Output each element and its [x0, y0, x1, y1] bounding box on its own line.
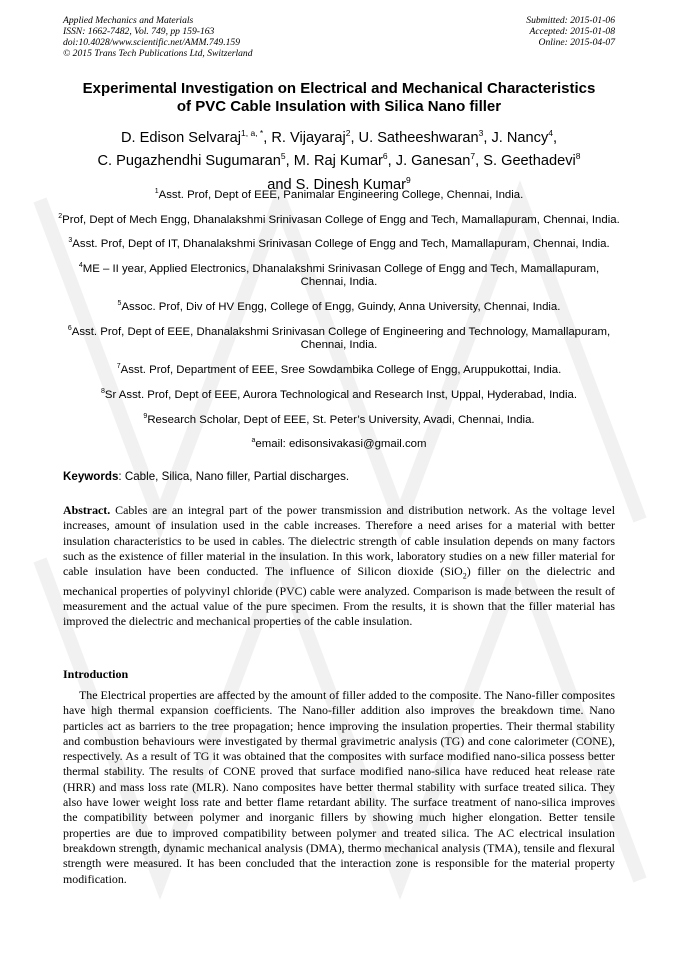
and-word: and: [267, 176, 296, 193]
author-sup: 1, a, *: [241, 128, 264, 138]
author-sup: 6: [382, 151, 388, 162]
affiliation-text: ME – II year, Applied Electronics, Dhanalakshmi Srinivasan College of Engg and Tech, Mamallapuram, Chennai, India.: [82, 262, 600, 289]
author: U. Satheeshwaran: [358, 129, 479, 146]
affiliation-text: Research Scholar, Dept of EEE, St. Peter’s University, Avadi, Chennai, India.: [147, 413, 535, 426]
submitted-date: Submitted: 2015-01-06: [526, 15, 615, 26]
affiliation-text: Asst. Prof, Department of EEE, Sree Sowdambika College of Engg, Aruppukottai, India.: [120, 364, 562, 377]
author-sup: 4: [548, 128, 553, 138]
affiliation: [55, 234, 623, 251]
author: S. Geethadevi: [483, 153, 576, 170]
journal-info: [63, 15, 253, 59]
affiliation: [55, 410, 623, 427]
affiliation-sup: 2: [58, 212, 63, 220]
author-line-1: D. Edison Selvaraj$^{1, a, *}$, R. Vijayaraj$^2$, U. Satheeshwaran$^3$, J. Nancy$^4$,: [120, 128, 558, 146]
paper-title: [40, 80, 638, 116]
affiliation-sup: a: [251, 437, 256, 445]
affiliation-sup: 4: [78, 262, 83, 270]
sep: ,: [350, 129, 359, 146]
sep: ,: [263, 129, 272, 146]
affiliation: [55, 322, 623, 353]
online-date: Online: 2015-04-07: [538, 37, 615, 48]
affiliation-sup: 8: [100, 388, 105, 395]
affiliation: [55, 185, 623, 202]
intro-paragraph: The Electrical properties are affected by the amount of filler added to the composite. The Nano-filler composites have high thermal expansion coefficients. The Nano-filler addition also improves the breakdown time. Nano particles act as barriers to the tree propagation; hence improving the insulation properties. Their thermal stability and combustion behaviours were investigated by thermal gravimetric analysis (TG) and cone calorimeter (CONE), respectively. As a result of TG it was obtained that the composites with surface modified nano-silica possess better thermal stability. The results of CONE proved that surface modified nano-silica have reduced heat release rate (HRR) and mass loss rate (MLR). Nano composites have better thermal stability with surface treated silica. They also have lower weight loss rate and better flame retardant ability. The surface treatment of nano-silica improves the compatibility between polymer and inorganic fillers by showing much higher elongation. Better tensile properties are due to improved compatibility between polymer and treated silica. The AC electrical insulation breakdown strength, dynamic mechanical analysis (DMA), thermo mechanical analysis (TMA), tensile and flexural strength were measured. It has been concluded that the interaction zone is responsible for the material property modification.: [63, 688, 615, 886]
abstract-text: Cables are an integral part of the power transmission and distribution network. As the voltage level increases, amount of insulation used in the cable increases. Therefore a need arises for a material with better insulation characteristics to be used in cables. The dielectric strength of cable insulation depends on many factors such as the existence of filler material in the insulation. In this work, laboratory studies on a new filler material for cable insulation have been conducted. The influence of Silicon dioxide (SiO: [63, 503, 615, 579]
affiliation-sup: 3: [68, 237, 73, 245]
title-line-2: of PVC Cable Insulation with Silica Nano filler: [176, 98, 502, 115]
affiliation-sup: 5: [117, 300, 122, 308]
affiliation-sup: 7: [116, 363, 121, 371]
author: J. Nancy: [491, 129, 549, 146]
copyright: © 2015 Trans Tech Publications Ltd, Switzerland: [63, 48, 253, 59]
affiliation: [55, 360, 623, 377]
affiliation-sup: 6: [67, 325, 72, 333]
author-sup: 7: [470, 151, 476, 162]
keywords: [63, 470, 349, 484]
section-heading: Introduction: [63, 667, 129, 681]
affiliation: [55, 210, 623, 227]
accepted-date: Accepted: 2015-01-08: [529, 26, 615, 37]
keywords-label: Keywords: [63, 470, 119, 483]
sep: ,: [285, 153, 294, 170]
author-sup: 9: [405, 174, 411, 185]
abstract: [63, 503, 615, 630]
title-line-1: Experimental Investigation on Electrical and Mechanical Characteristics: [82, 80, 596, 97]
affiliation: [55, 385, 623, 402]
email-text[interactable]: email: edisonsivakasi@gmail.com: [255, 438, 427, 451]
author-sup: 2: [345, 128, 351, 138]
sep: ,: [387, 153, 396, 170]
affiliation: [55, 259, 623, 290]
sep: ,: [475, 153, 484, 170]
keywords-text: : Cable, Silica, Nano filler, Partial discharges.: [118, 470, 350, 483]
abstract-text-cont: ) filler on the dielectric and mechanical properties of polyvinyl chloride (PVC) cable were analyzed. Comparison is made between the result of measurement and the actual value of the pure specimen. From the results, it is shown that the filler material has improved the dielectric and mechanical properties of the cable insulation.: [63, 564, 616, 629]
affiliation-text: Asst. Prof, Dept of EEE, Dhanalakshmi Srinivasan College of Engineering and Technology, Mamallapuram, Chennai, India.: [71, 325, 611, 352]
author-sup: 5: [280, 151, 286, 162]
affiliation-text: Prof, Dept of Mech Engg, Dhanalakshmi Srinivasan College of Engg and Tech, Mamallapuram, Chennai, India.: [62, 213, 620, 226]
affiliation: [55, 297, 623, 314]
author-list: [40, 124, 638, 194]
affiliation-text: Asst. Prof, Dept of EEE, Panimalar Engineering College, Chennai, India.: [158, 188, 524, 201]
affiliation-text: Sr Asst. Prof, Dept of EEE, Aurora Technological and Research Inst, Uppal, Hyderabad, India.: [104, 388, 578, 401]
journal-name: Applied Mechanics and Materials: [63, 15, 194, 26]
dates-info: [526, 15, 615, 48]
abstract-label: Abstract.: [63, 503, 111, 517]
affiliation-text: Asst. Prof, Dept of IT, Dhanalakshmi Srinivasan College of Engg and Tech, Mamallapuram, Chennai, India.: [72, 238, 610, 251]
author: S. Dinesh Kumar: [295, 176, 406, 193]
doi[interactable]: doi:10.4028/www.scientific.net/AMM.749.159: [63, 37, 241, 48]
author: M. Raj Kumar: [293, 153, 383, 170]
affiliation-sup: 9: [143, 412, 148, 420]
author-line-2: [40, 147, 638, 170]
affiliation-sup: 1: [154, 188, 159, 195]
affiliation-text: Assoc. Prof, Div of HV Engg, College of Engg, Guindy, Anna University, Chennai, India.: [121, 301, 561, 314]
author: R. Vijayaraj: [271, 129, 346, 146]
email-line: [55, 434, 623, 451]
affiliation-list: [55, 185, 623, 459]
sep: ,: [483, 129, 492, 146]
author-sup: 3: [478, 128, 484, 138]
author: J. Ganesan: [395, 153, 471, 170]
author: D. Edison Selvaraj: [120, 129, 242, 146]
author-sup: 8: [575, 151, 581, 162]
abstract-sub: 2: [462, 571, 467, 581]
author: C. Pugazhendhi Sugumaran: [97, 153, 281, 170]
issn: ISSN: 1662-7482, Vol. 749, pp 159-163: [63, 26, 215, 37]
